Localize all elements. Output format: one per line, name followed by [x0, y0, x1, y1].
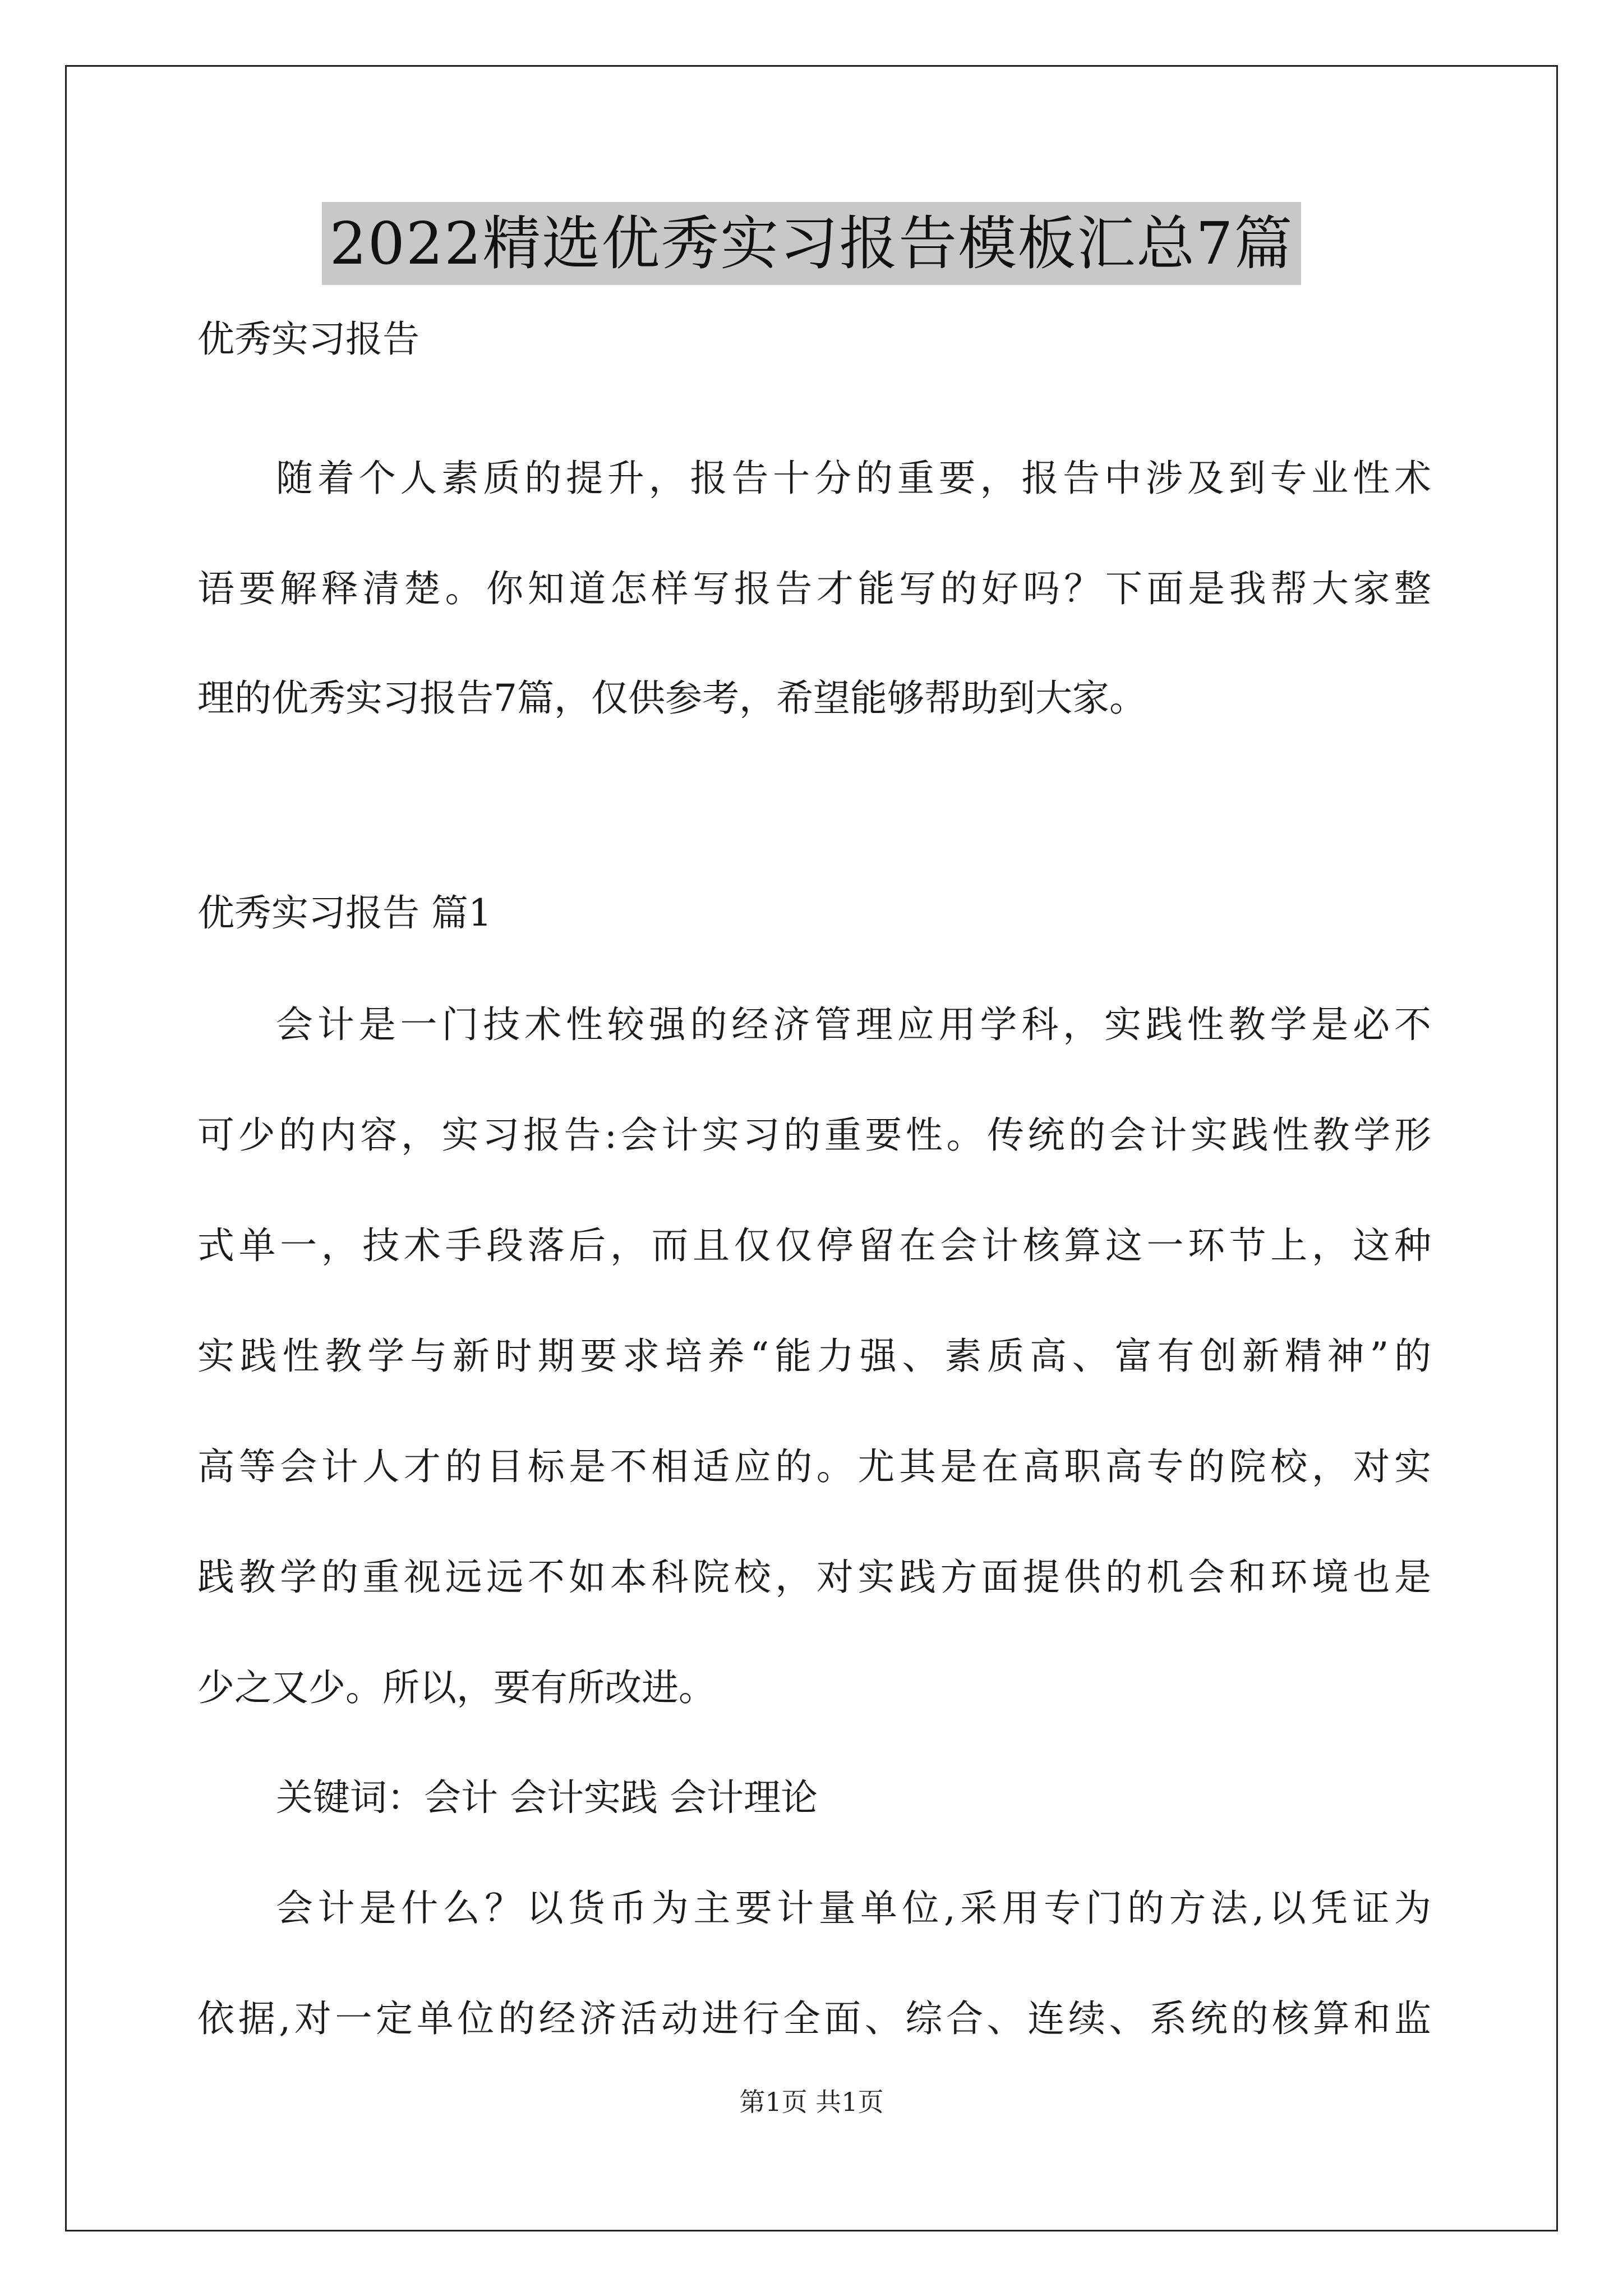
paragraph-line: 随着个人素质的提升，报告十分的重要，报告中涉及到专业性术: [276, 457, 1431, 500]
paragraph-line: 依据,对一定单位的经济活动进行全面、综合、连续、系统的核算和监: [197, 1997, 1431, 2040]
paragraph-line: 实践性教学与新时期要求培养“能力强、素质高、富有创新精神”的: [197, 1335, 1431, 1378]
section-heading: 优秀实习报告: [197, 318, 419, 361]
paragraph-line: 理的优秀实习报告7篇，仅供参考，希望能够帮助到大家。: [197, 677, 1146, 720]
paragraph-line: 会计是一门技术性较强的经济管理应用学科，实践性教学是必不: [276, 1003, 1431, 1046]
paragraph-line: 会计是什么？以货币为主要计量单位,采用专门的方法,以凭证为: [276, 1887, 1431, 1930]
paragraph-line: 式单一，技术手段落后，而且仅仅停留在会计核算这一环节上，这种: [197, 1224, 1431, 1267]
paragraph-line: 语要解释清楚。你知道怎样写报告才能写的好吗？下面是我帮大家整: [197, 567, 1431, 610]
paragraph-line: 可少的内容，实习报告:会计实习的重要性。传统的会计实践性教学形: [197, 1114, 1431, 1157]
section-heading: 优秀实习报告 篇1: [197, 891, 492, 935]
paragraph-line: 践教学的重视远远不如本科院校，对实践方面提供的机会和环境也是: [197, 1556, 1431, 1599]
page-footer: 第1页 共1页: [739, 2087, 884, 2117]
keywords-line: 关键词：会计 会计实践 会计理论: [276, 1776, 818, 1819]
paragraph-line: 少之又少。所以，要有所改进。: [197, 1666, 716, 1709]
paragraph-line: 高等会计人才的目标是不相适应的。尤其是在高职高专的院校，对实: [197, 1445, 1431, 1488]
document-title: 2022精选优秀实习报告模板汇总7篇: [322, 202, 1302, 285]
title-container: [0, 202, 1623, 285]
